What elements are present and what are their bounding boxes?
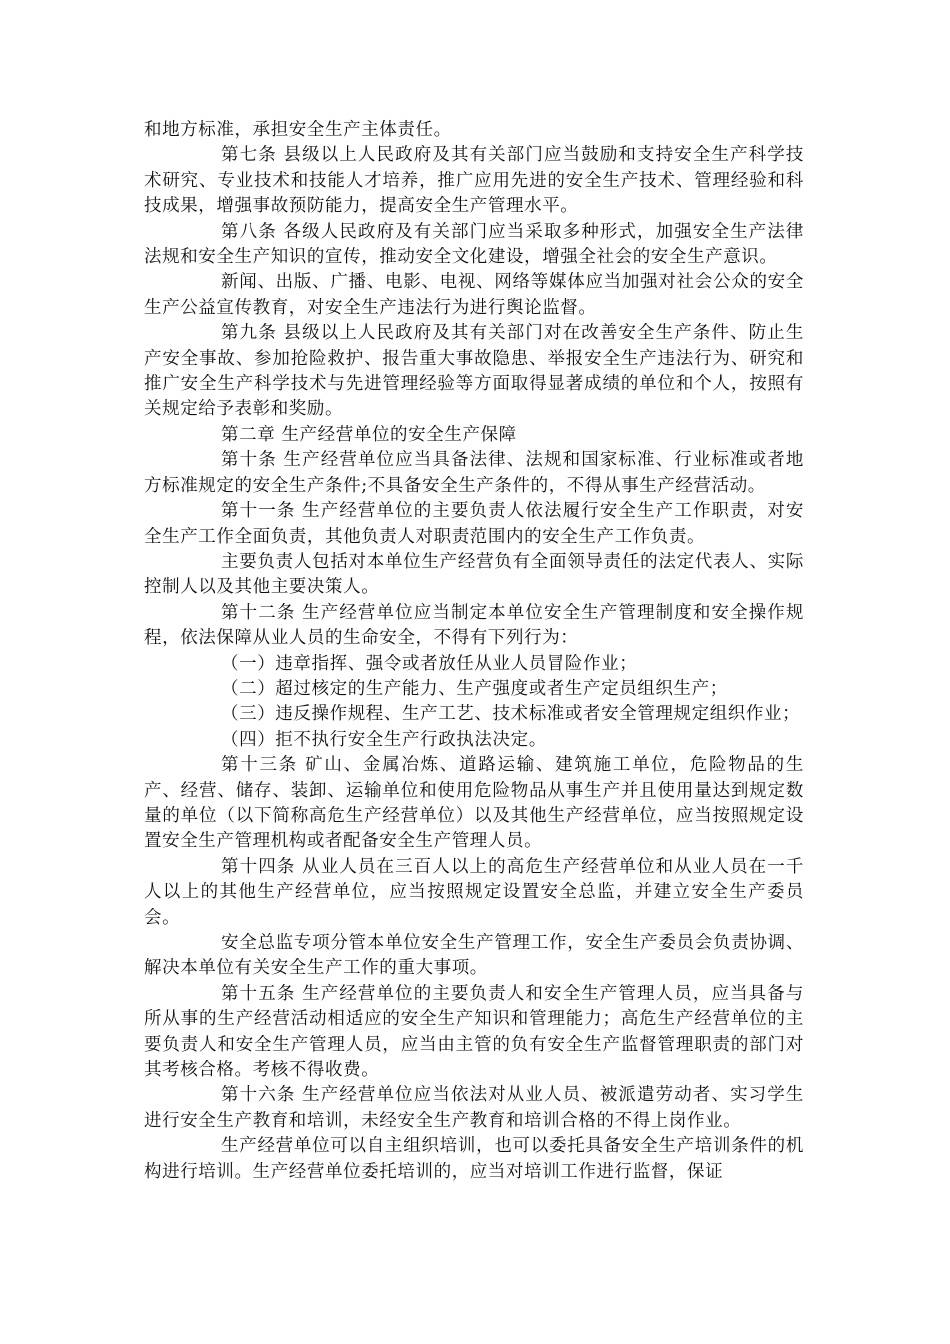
article-14: 第十四条 从业人员在三百人以上的高危生产经营单位和从业人员在一千人以上的其他生产经营单位，应当按照规定设置安全总监，并建立安全生产委员会。 [144,856,804,928]
paragraph: 主要负责人包括对本单位生产经营负有全面领导责任的法定代表人、实际控制人以及其他主要决策人。 [144,551,804,598]
article-7: 第七条 县级以上人民政府及其有关部门应当鼓励和支持安全生产科学技术研究、专业技术和技能人才培养，推广应用先进的安全生产技术、管理经验和科技成果，增强事故预防能力，提高安全生产管理水平。 [144,145,804,217]
article-8: 第八条 各级人民政府及有关部门应当采取多种形式，加强安全生产法律法规和安全生产知识的宣传，推动安全文化建设，增强全社会的安全生产意识。 [144,221,804,268]
article-11: 第十一条 生产经营单位的主要负责人依法履行安全生产工作职责，对安全生产工作全面负责，其他负责人对职责范围内的安全生产工作负责。 [144,501,804,547]
paragraph: 生产经营单位可以自主组织培训，也可以委托具备安全生产培训条件的机构进行培训。生产经营单位委托培训的，应当对培训工作进行监督，保证 [144,1136,804,1182]
article-13: 第十三条 矿山、金属冶炼、道路运输、建筑施工单位，危险物品的生产、经营、储存、装卸、运输单位和使用危险物品从事生产并且使用量达到规定数量的单位（以下简称高危生产经营单位）以及其他生产经营单位，应当按照规定设置安全生产管理机构或者配备安全生产管理人员。 [144,755,804,852]
article-15: 第十五条 生产经营单位的主要负责人和安全生产管理人员，应当具备与所从事的生产经营活动相适应的安全生产知识和管理能力；高危生产经营单位的主要负责人和安全生产管理人员，应当由主管的负有安全生产监督管理职责的部门对其考核合格。考核不得收费。 [144,983,804,1081]
article-12: 第十二条 生产经营单位应当制定本单位安全生产管理制度和安全操作规程，依法保障从业人员的生命安全，不得有下列行为： [144,602,804,649]
list-item: （二）超过核定的生产能力、生产强度或者生产定员组织生产； [221,678,728,699]
paragraph: 安全总监专项分管本单位安全生产管理工作，安全生产委员会负责协调、解决本单位有关安全生产工作的重大事项。 [144,933,804,979]
chapter-heading: 第二章 生产经营单位的安全生产保障 [221,424,517,445]
article-10: 第十条 生产经营单位应当具备法律、法规和国家标准、行业标准或者地方标准规定的安全生产条件;不具备安全生产条件的，不得从事生产经营活动。 [144,450,804,496]
list-item: （三）违反操作规程、生产工艺、技术标准或者安全管理规定组织作业； [221,704,801,725]
article-16: 第十六条 生产经营单位应当依法对从业人员、被派遣劳动者、实习学生进行安全生产教育和培训，未经安全生产教育和培训合格的不得上岗作业。 [144,1085,804,1131]
document-page [144,118,804,1185]
list-item: （四）拒不执行安全生产行政执法决定。 [221,729,547,750]
paragraph: 新闻、出版、广播、电影、电视、网络等媒体应当加强对社会公众的安全生产公益宣传教育，对安全生产违法行为进行舆论监督。 [144,272,804,318]
list-item: （一）违章指挥、强令或者放任从业人员冒险作业； [221,653,638,674]
article-9: 第九条 县级以上人民政府及其有关部门对在改善安全生产条件、防止生产安全事故、参加抢险救护、报告重大事故隐患、举报安全生产违法行为、研究和推广安全生产科学技术与先进管理经验等方面取得显著成绩的单位和个人，按照有关规定给予表彰和奖励。 [144,323,804,420]
paragraph: 和地方标准，承担安全生产主体责任。 [144,120,452,140]
